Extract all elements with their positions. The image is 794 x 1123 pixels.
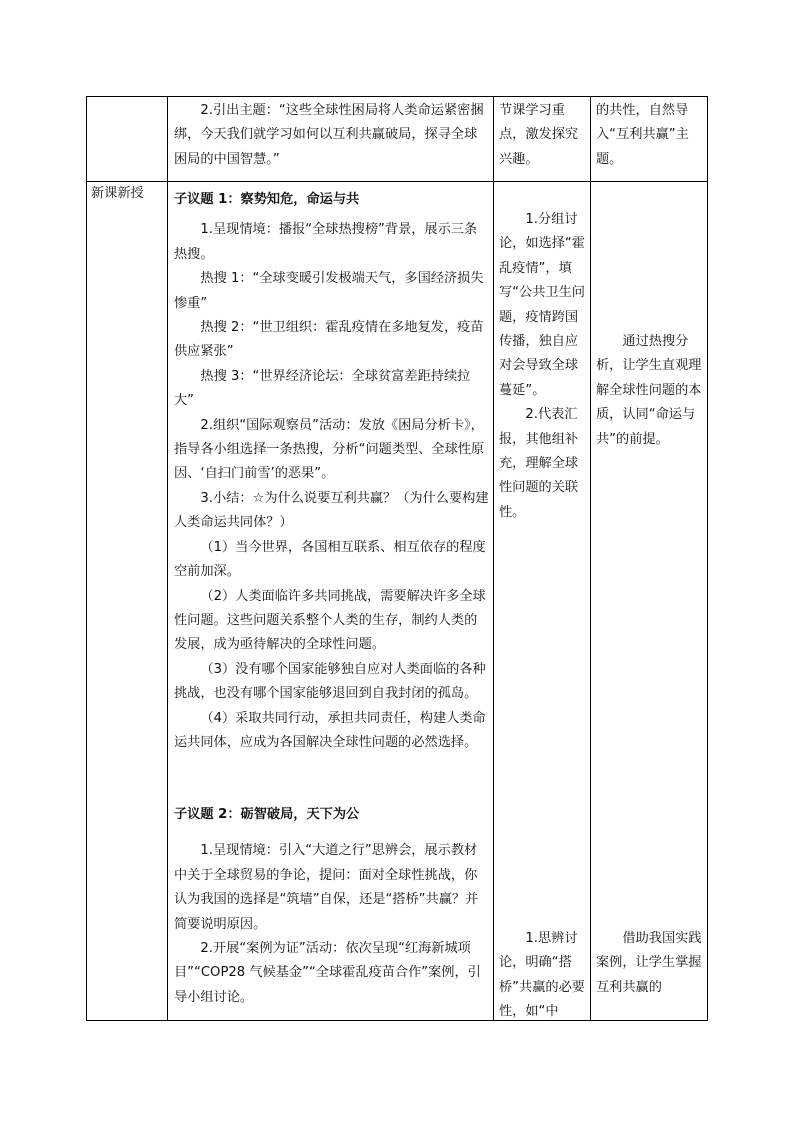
stage-cell bbox=[87, 97, 168, 182]
teacher-activity-cell bbox=[168, 97, 494, 182]
student-block-1 bbox=[499, 208, 587, 525]
table-row bbox=[87, 97, 708, 182]
teacher-paragraph: （4）采取共同行动，承担共同责任，构建人类命运共同体，应成为各国解决全球性问题的必然选择。 bbox=[174, 710, 486, 750]
teacher-paragraph: 热搜 2：“世卫组织：霍乱疫情在多地复发，疫苗供应紧张” bbox=[174, 320, 484, 360]
student-paragraph: 1.思辨讨论，明确“搭桥”共赢的必要性，如“中 bbox=[499, 931, 585, 1020]
lesson-plan-table bbox=[86, 96, 708, 1021]
student-paragraph: 1.分组讨论，如选择“霍乱疫情”，填写“公共卫生问题，疫情跨国传播，独自应对会导致全球蔓延”。 bbox=[499, 212, 585, 398]
student-activity-cell bbox=[494, 182, 591, 1021]
teacher-paragraph: 热搜 3：“世界经济论坛：全球贫富差距持续拉大” bbox=[174, 368, 471, 409]
intent-block-1 bbox=[596, 330, 704, 452]
student-paragraph: 2.代表汇报，其他组补充，理解全球性问题的关联性。 bbox=[499, 407, 579, 520]
design-intent-cell bbox=[591, 97, 708, 182]
stage-cell bbox=[87, 182, 168, 1021]
intent-block-2 bbox=[596, 927, 704, 1000]
teacher-paragraph: 3.小结：☆为什么说要互利共赢？（为什么要构建人类命运共同体？） bbox=[174, 490, 489, 531]
teacher-paragraph: （3）没有哪个国家能够独自应对人类面临的各种挑战，也没有哪个国家能够退回到自我封闭的孤岛。 bbox=[174, 661, 486, 702]
subtopic-1 bbox=[174, 188, 489, 755]
teacher-paragraph: 1.呈现情境：引入“大道之行”思辨会，展示教材中关于全球贸易的争论，提问：面对全球性挑战，你认为我国的选择是“筑墙”自保，还是“搭桥”共赢？并简要说明原因。 bbox=[174, 843, 479, 932]
teacher-paragraph: 2.组织“国际观察员”活动：发放《困局分析卡》，指导各小组选择一条热搜，分析“问题类型、全球性原因、‘自扫门前雪’的恶果”。 bbox=[174, 417, 485, 482]
teacher-paragraph: 热搜 1：“全球变暖引发极端天气，多国经济损失惨重” bbox=[174, 271, 484, 311]
subtopic-2 bbox=[174, 803, 489, 1010]
teacher-paragraph: 2.引出主题：“这些全球性困局将人类命运紧密捆绑，今天我们就学习如何以互利共赢破局，探寻全球困局的中国智慧。” bbox=[174, 103, 484, 167]
teacher-paragraph: 2.开展“案例为证”活动：依次呈现“红海新城项目”“COP28 气候基金”“全球霍乱疫苗合作”案例，引导小组讨论。 bbox=[174, 941, 481, 1005]
subtopic-1-title: 子议题 1：察势知危，命运与共 bbox=[174, 192, 360, 207]
intent-paragraph: 的共性，自然导入“互利共赢”主题。 bbox=[596, 103, 689, 167]
design-intent-cell bbox=[591, 182, 708, 1021]
student-paragraph: 节课学习重点，激发探究兴趣。 bbox=[499, 103, 579, 167]
teacher-paragraph: （2）人类面临许多共同挑战，需要解决许多全球性问题。这些问题关系整个人类的生存，制约人类的发展，成为亟待解决的全球性问题。 bbox=[174, 588, 486, 653]
teacher-activity-cell bbox=[168, 182, 494, 1021]
intent-paragraph: 借助我国实践案例，让学生掌握互利共赢的 bbox=[596, 931, 702, 995]
student-block-2 bbox=[499, 927, 587, 1021]
teacher-paragraph: （1）当今世界，各国相互联系、相互依存的程度空前加深。 bbox=[174, 539, 486, 580]
stage-label: 新课新授 bbox=[91, 186, 144, 201]
intent-paragraph: 通过热搜分析，让学生直观理解全球性问题的本质，认同“命运与共”的前提。 bbox=[596, 334, 702, 447]
teacher-paragraph: 1.呈现情境：播报“全球热搜榜”背景，展示三条热搜。 bbox=[174, 222, 478, 262]
subtopic-2-title: 子议题 2：砺智破局，天下为公 bbox=[174, 807, 360, 822]
table-row bbox=[87, 182, 708, 1021]
student-activity-cell bbox=[494, 97, 591, 182]
